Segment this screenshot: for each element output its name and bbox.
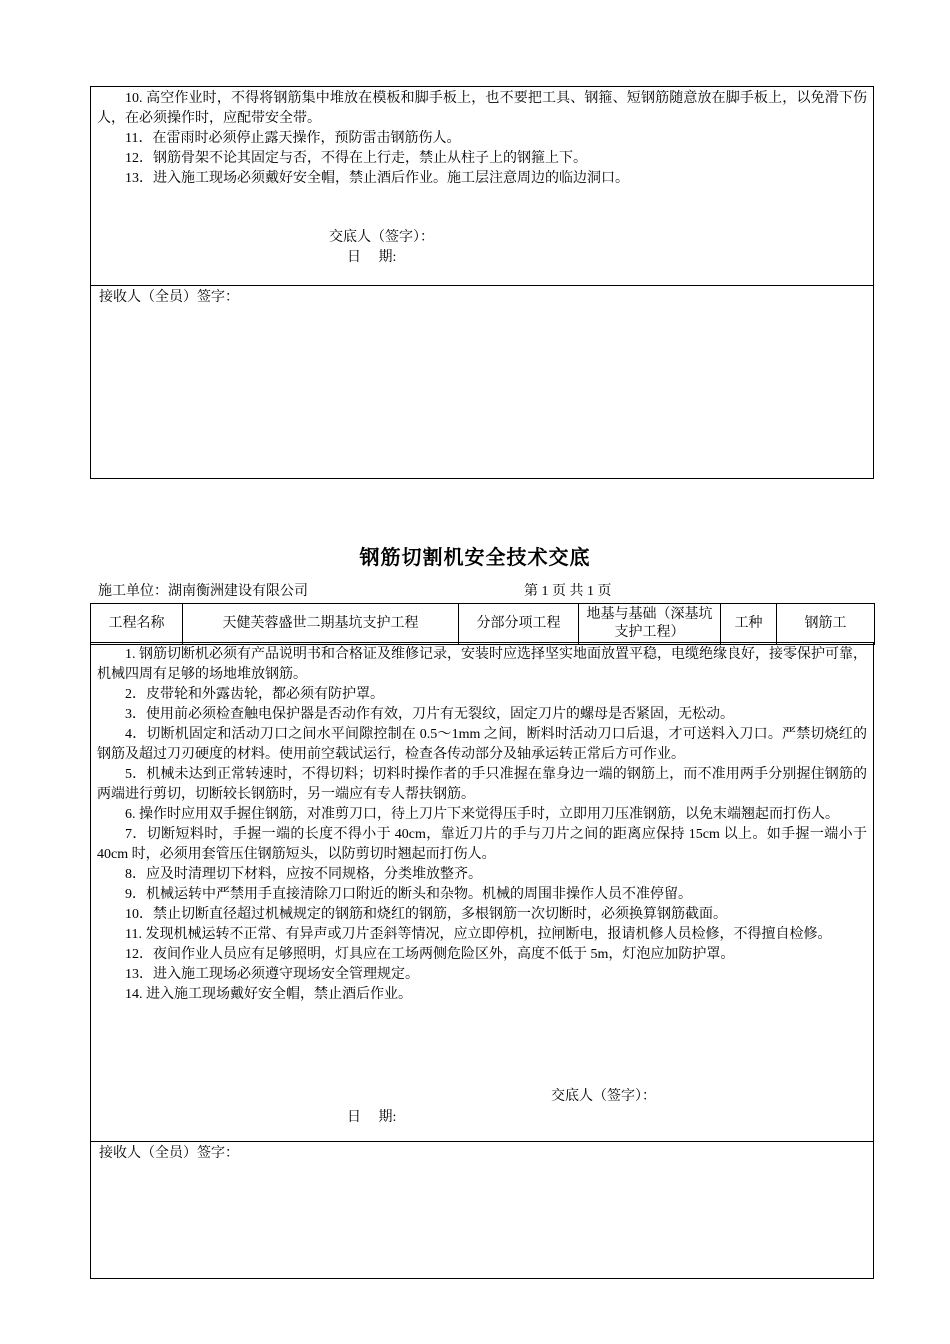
bottom-item-6: 6. 操作时应用双手握住钢筋，对准剪刀口，待上刀片下来觉得压手时，立即用刀压准钢筋，以免末端翘起而打伤人。: [125, 807, 839, 822]
project-info-row: [91, 604, 875, 645]
section-value: 地基与基础（深基坑支护工程）: [579, 604, 721, 645]
trade-label: 工种: [721, 604, 777, 645]
top-receiver-box: [90, 285, 874, 479]
bottom-item-5: 5．机械未达到正常转速时，不得切料；切料时操作者的手只准握在靠身边一端的钢筋上，而不准用两手分别握住钢筋的两端进行剪切，切断较长钢筋时，另一端应有专人帮扶钢筋。: [97, 767, 867, 802]
bottom-item-3: 3．使用前必须检查触电保护器是否动作有效，刀片有无裂纹，固定刀片的螺母是否紧固，无松动。: [125, 707, 734, 722]
project-info-table: [90, 603, 875, 645]
bottom-item-1: 1. 钢筋切断机必须有产品说明书和合格证及维修记录，安装时应选择坚实地面放置平稳，电缆绝缘良好，接零保护可靠，机械四周有足够的场地堆放钢筋。: [97, 647, 867, 682]
bottom-item-8: 8．应及时清理切下材料，应按不同规格，分类堆放整齐。: [125, 867, 482, 882]
project-name-value: 天健芙蓉盛世二期基坑支护工程: [183, 604, 459, 645]
bottom-content-box: [90, 642, 874, 1142]
page-label: 第 1 页 共 1 页: [524, 584, 612, 599]
trade-value: 钢筋工: [777, 604, 875, 645]
bottom-item-13: 13．进入施工现场必须遵守现场安全管理规定。: [125, 967, 419, 982]
section-label: 分部分项工程: [459, 604, 579, 645]
bottom-item-9: 9．机械运转中严禁用手直接清除刀口附近的断头和杂物。机械的周围非操作人员不准停留。: [125, 887, 692, 902]
top-item-11: 11．在雷雨时必须停止露天操作，预防雷击钢筋伤人。: [125, 131, 461, 146]
top-items: [97, 89, 867, 189]
bottom-item-4: 4．切断机固定和活动刀口之间水平间隙控制在 0.5～1mm 之间，断料时活动刀口后退，才可送料入刀口。严禁切烧红的钢筋及超过刀刃硬度的材料。使用前空载试运行，检查各传动部分及轴承运转正常后方可作业。: [97, 727, 867, 762]
document-title: 钢筋切割机安全技术交底: [359, 545, 591, 569]
company-label: 施工单位：湖南衡洲建设有限公司: [98, 584, 308, 599]
bottom-item-10: 10．禁止切断直径超过机械规定的钢筋和烧红的钢筋，多根钢筋一次切断时，必须换算钢筋截面。: [125, 907, 727, 922]
top-receiver-label: 接收人（全员）签字：: [99, 290, 239, 305]
bottom-item-2: 2．皮带轮和外露齿轮，都必须有防护罩。: [125, 687, 384, 702]
top-content-box: [90, 86, 874, 286]
top-date-label: 日 期:: [347, 250, 397, 265]
bottom-date-label: 日 期:: [347, 1110, 397, 1125]
top-signer-label: 交底人（签字）：: [329, 230, 434, 245]
bottom-item-12: 12．夜间作业人员应有足够照明，灯具应在工场两侧危险区外，高度不低于 5m，灯泡应加防护罩。: [125, 947, 735, 962]
bottom-item-11: 11. 发现机械运转不正常、有异声或刀片歪斜等情况，应立即停机，拉闸断电，报请机修人员检修，不得擅自检修。: [125, 927, 832, 942]
bottom-signer-label: 交底人（签字）：: [551, 1089, 656, 1104]
bottom-items: [97, 645, 867, 1005]
bottom-item-7: 7．切断短料时，手握一端的长度不得小于 40cm，靠近刀片的手与刀片之间的距离应保持 15cm 以上。如手握一端小于 40cm 时，必须用套管压住钢筋短头，以防剪切时翘起而打伤人。: [97, 827, 867, 862]
bottom-item-14: 14. 进入施工现场戴好安全帽，禁止酒后作业。: [125, 987, 412, 1002]
bottom-receiver-box: [90, 1141, 874, 1279]
top-item-10: 10. 高空作业时，不得将钢筋集中堆放在模板和脚手板上，也不要把工具、钢箍、短钢筋随意放在脚手板上，以免滑下伤人，在必须操作时，应配带安全带。: [97, 91, 867, 126]
project-name-label: 工程名称: [91, 604, 183, 645]
top-item-13: 13．进入施工现场必须戴好安全帽，禁止酒后作业。施工层注意周边的临边洞口。: [125, 171, 629, 186]
top-item-12: 12．钢筋骨架不论其固定与否，不得在上行走，禁止从柱子上的钢箍上下。: [125, 151, 587, 166]
bottom-receiver-label: 接收人（全员）签字：: [99, 1146, 239, 1161]
